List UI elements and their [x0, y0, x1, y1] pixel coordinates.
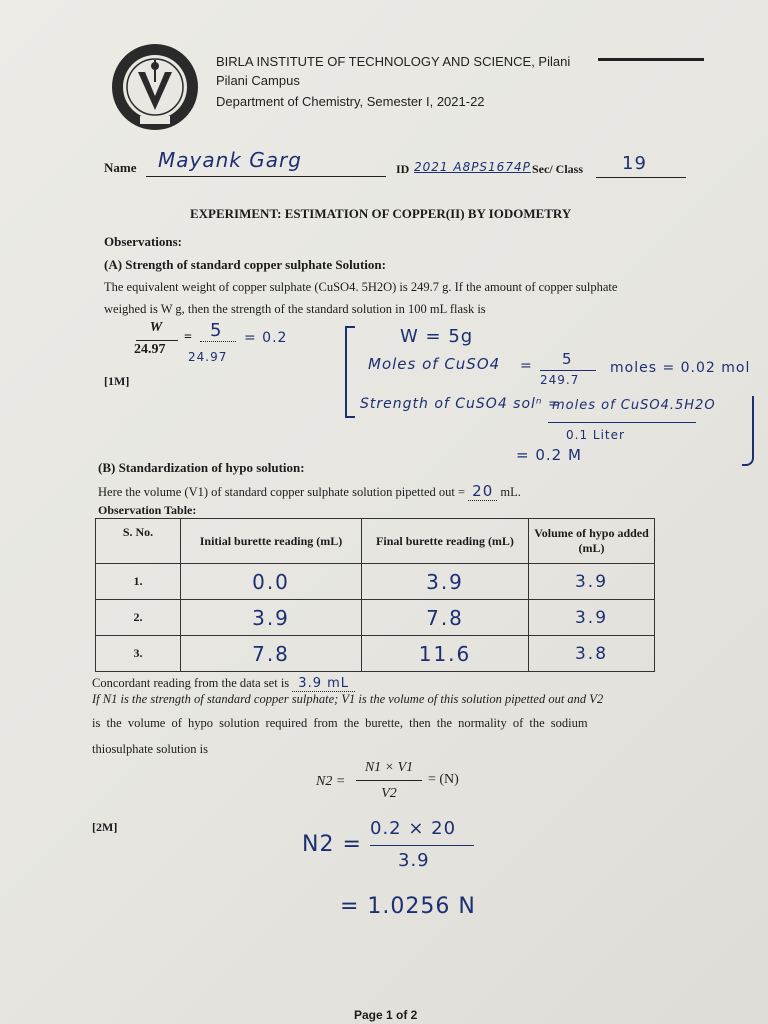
work-den2: 0.1 Liter: [566, 428, 625, 442]
formula-eq: =: [184, 330, 192, 345]
pipette-line: [98, 482, 521, 500]
name-value: Mayank Garg: [158, 148, 302, 172]
col-initial: Initial burette reading (mL): [181, 519, 362, 564]
campus-name: Pilani Campus: [216, 73, 300, 88]
work-moles: moles = 0.02 mol: [610, 360, 751, 376]
cell-sno: 1.: [96, 564, 181, 600]
cell-sno: 2.: [96, 600, 181, 636]
cell-volume: 3.8: [529, 636, 655, 672]
hand-bar: [200, 341, 236, 342]
table-row: [96, 600, 655, 636]
department-name: Department of Chemistry, Semester I, 2021-22: [216, 94, 485, 109]
class-value: 19: [622, 153, 647, 174]
observations-heading: Observations:: [104, 234, 182, 249]
work-bar2: [548, 422, 696, 423]
hand-num: 5: [210, 320, 223, 341]
table-header-row: [96, 519, 655, 564]
work-bar1: [540, 370, 596, 371]
work-line4: = 0.2 M: [516, 446, 582, 464]
work-line2: Moles of CuSO4: [368, 355, 501, 373]
col-final: Final burette reading (mL): [362, 519, 529, 564]
concordant-text: Concordant reading from the data set is: [92, 676, 293, 690]
header-rule: [598, 58, 704, 61]
hand-den: 24.97: [188, 350, 228, 364]
work-eq1: =: [520, 358, 533, 374]
pipette-unit: mL.: [497, 485, 521, 499]
formula-den: 24.97: [134, 342, 166, 357]
cell-final: 7.8: [362, 600, 529, 636]
part-a-marks: [1M]: [104, 374, 130, 388]
calc-lhs: N2 =: [302, 832, 362, 857]
col-volume: Volume of hypo added (mL): [529, 519, 655, 564]
hand-result: = 0.2: [244, 330, 288, 346]
calc-result: = 1.0256 N: [340, 894, 476, 919]
cell-final: 11.6: [362, 636, 529, 672]
page-number: Page 1 of 2: [354, 1008, 418, 1022]
experiment-title: EXPERIMENT: ESTIMATION OF COPPER(II) BY IODOMETRY: [190, 206, 572, 221]
concordant-value: 3.9 mL: [292, 676, 355, 692]
observation-table: [95, 518, 655, 672]
part-a-text-line2: weighed is W g, then the strength of the standard solution in 100 mL flask is: [104, 302, 486, 316]
class-label: Sec/ Class: [532, 162, 583, 176]
work-bracket-right: [742, 396, 754, 466]
pipette-value: 20: [468, 482, 497, 501]
class-field: [596, 153, 686, 178]
work-line1: W = 5g: [400, 326, 474, 347]
cell-final: 3.9: [362, 564, 529, 600]
concordant-line: [92, 676, 355, 691]
part-b-marks: [2M]: [92, 820, 118, 834]
part-b-heading: (B) Standardization of hypo solution:: [98, 460, 305, 475]
table-title: Observation Table:: [98, 503, 197, 517]
para-line1: If N1 is the strength of standard copper sulphate; V1 is the volume of this solution pipetted out and V2: [92, 692, 604, 706]
cell-volume: 3.9: [529, 600, 655, 636]
cell-initial: 3.9: [181, 600, 362, 636]
name-label: Name: [104, 160, 137, 175]
work-num2: moles of CuSO4.5H2O: [552, 398, 716, 413]
part-a-heading: (A) Strength of standard copper sulphate Solution:: [104, 257, 386, 272]
id-label: ID: [396, 162, 410, 176]
bits-logo-seal: [110, 42, 200, 132]
formula-den: V2: [381, 786, 397, 801]
formula-num: N1 × V1: [364, 760, 414, 775]
work-num1: 5: [562, 350, 573, 368]
cell-sno: 3.: [96, 636, 181, 672]
work-den1: 249.7: [540, 373, 580, 387]
work-bracket: [345, 326, 355, 418]
cell-initial: 0.0: [181, 564, 362, 600]
formula-rhs: = (N): [428, 772, 459, 787]
work-line3: Strength of CuSO4 solⁿ =: [360, 396, 561, 412]
para-line3: thiosulphate solution is: [92, 742, 208, 756]
cell-volume: 3.9: [529, 564, 655, 600]
formula-w: W: [149, 320, 163, 335]
table-row: [96, 636, 655, 672]
calc-num: 0.2 × 20: [370, 818, 457, 839]
col-sno: S. No.: [96, 519, 181, 564]
name-field: [146, 148, 386, 177]
formula-bar: [136, 340, 178, 341]
calc-bar: [370, 845, 474, 846]
formula-lhs: N2 =: [316, 774, 346, 789]
table-row: [96, 564, 655, 600]
cell-initial: 7.8: [181, 636, 362, 672]
formula-bar: [356, 780, 422, 781]
institute-name: BIRLA INSTITUTE OF TECHNOLOGY AND SCIENCE, Pilani: [216, 54, 571, 69]
para-line2: is the volume of hypo solution required from the burette, then the normality of the sodium: [92, 716, 588, 730]
calc-den: 3.9: [398, 850, 430, 871]
id-value: 2021 A8PS1674P: [414, 160, 531, 174]
part-a-text-line1: The equivalent weight of copper sulphate (CuSO4. 5H2O) is 249.7 g. If the amount of copper sulphate: [104, 280, 618, 294]
pipette-text: Here the volume (V1) of standard copper sulphate solution pipetted out =: [98, 485, 469, 499]
